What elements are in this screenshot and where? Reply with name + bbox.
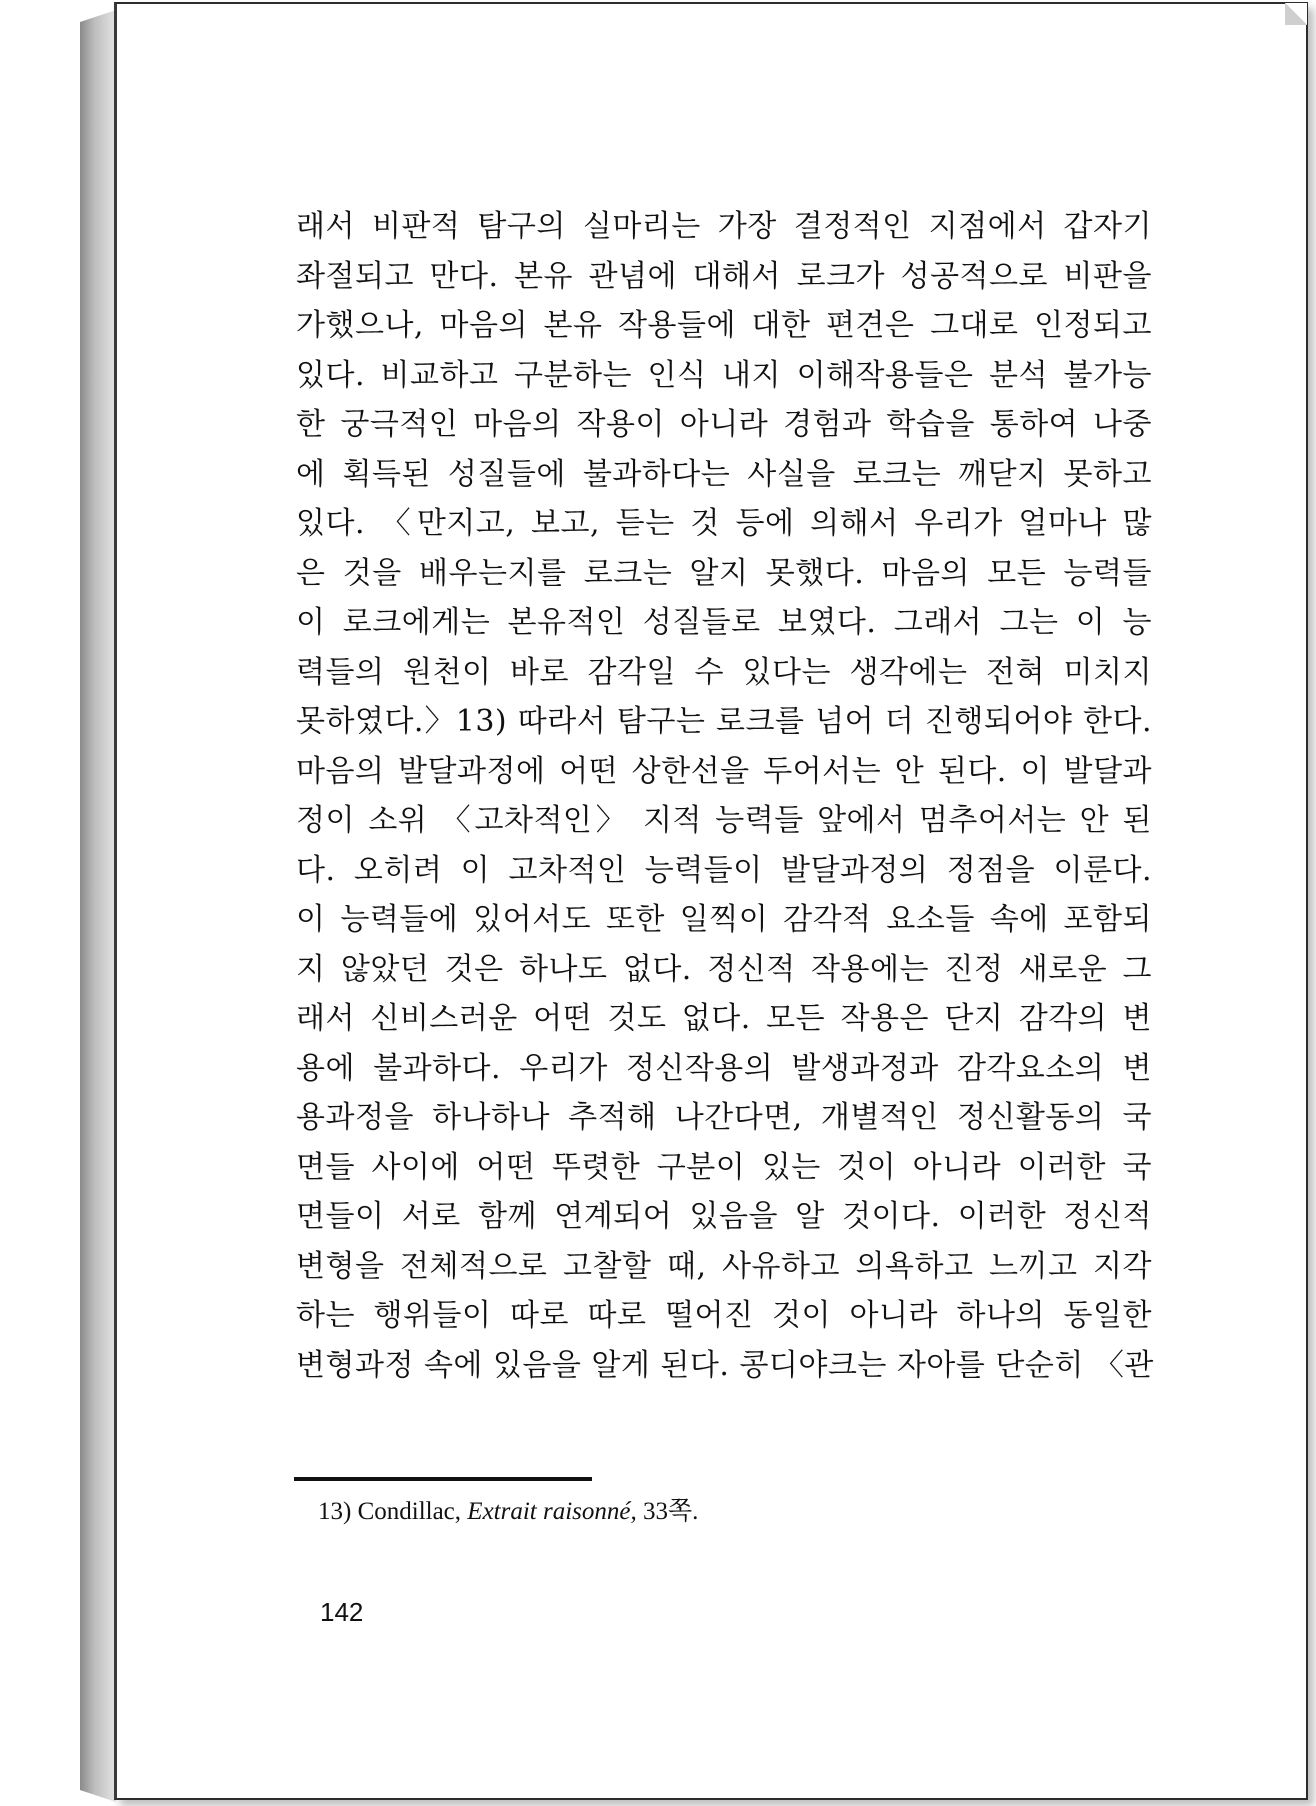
text-line: 좌절되고 만다. 본유 관념에 대해서 로크가 성공적으로 비판을 <box>296 258 1152 294</box>
text-line: 은 것을 배우는지를 로크는 알지 못했다. 마음의 모든 능력들 <box>296 555 1152 591</box>
text-line: 가했으나, 마음의 본유 작용들에 대한 편견은 그대로 인정되고 <box>296 308 1152 343</box>
text-line: 면들이 서로 함께 연계되어 있음을 알 것이다. 이러한 정신적 <box>296 1199 1152 1234</box>
text-line: 용에 불과하다. 우리가 정신작용의 발생과정과 감각요소의 변 <box>296 1050 1152 1086</box>
text-line: 이 로크에게는 본유적인 성질들로 보였다. 그래서 그는 이 능 <box>296 605 1152 640</box>
text-line: 다. 오히려 이 고차적인 능력들이 발달과정의 정점을 이룬다. <box>296 852 1152 888</box>
text-line: 변형을 전체적으로 고찰할 때, 사유하고 의욕하고 느끼고 지각 <box>296 1248 1152 1284</box>
footnote-title: Extrait raisonné, <box>467 1498 637 1525</box>
text-line: 지 않았던 것은 하나도 없다. 정신적 작용에는 진정 새로운 그 <box>296 951 1152 987</box>
text-line: 있다. 비교하고 구분하는 인식 내지 이해작용들은 분석 불가능 <box>296 357 1152 393</box>
footnote-author: Condillac, <box>357 1498 462 1525</box>
book-edge <box>80 10 116 1802</box>
footnote-number: 13) <box>318 1498 352 1525</box>
text-line: 못하였다.〉13) 따라서 탐구는 로크를 넘어 더 진행되어야 한다. <box>296 704 1152 739</box>
text-line: 한 궁극적인 마음의 작용이 아니라 경험과 학습을 통하여 나중 <box>296 407 1152 442</box>
body-text <box>296 202 1152 1390</box>
text-line: 있다. 〈만지고, 보고, 듣는 것 등에 의해서 우리가 얼마나 많 <box>296 506 1152 541</box>
text-line: 하는 행위들이 따로 따로 떨어진 것이 아니라 하나의 동일한 <box>296 1298 1152 1333</box>
text-line: 용과정을 하나하나 추적해 나간다면, 개별적인 정신활동의 국 <box>296 1100 1152 1135</box>
footnote-separator <box>294 1477 592 1481</box>
text-line: 력들의 원천이 바로 감각일 수 있다는 생각에는 전혀 미치지 <box>296 654 1152 690</box>
text-line: 에 획득된 성질들에 불과하다는 사실을 로크는 깨닫지 못하고 <box>296 456 1152 492</box>
footnote <box>318 1491 698 1527</box>
text-line: 변형과정 속에 있음을 알게 된다. 콩디야크는 자아를 단순히 〈관 <box>296 1347 1154 1383</box>
page-corner <box>1285 3 1307 25</box>
text-line: 래서 신비스러운 어떤 것도 없다. 모든 작용은 단지 감각의 변 <box>296 1001 1152 1036</box>
text-line: 마음의 발달과정에 어떤 상한선을 두어서는 안 된다. 이 발달과 <box>296 753 1152 789</box>
footnote-page: 33쪽. <box>642 1498 699 1525</box>
text-line: 정이 소위 〈고차적인〉 지적 능력들 앞에서 멈추어서는 안 된 <box>296 803 1152 838</box>
text-line: 래서 비판적 탐구의 실마리는 가장 결정적인 지점에서 갑자기 <box>296 209 1152 244</box>
page-number: 142 <box>320 1597 364 1627</box>
text-line: 이 능력들에 있어서도 또한 일찍이 감각적 요소들 속에 포함되 <box>296 902 1152 937</box>
text-line: 면들 사이에 어떤 뚜렷한 구분이 있는 것이 아니라 이러한 국 <box>296 1149 1152 1185</box>
